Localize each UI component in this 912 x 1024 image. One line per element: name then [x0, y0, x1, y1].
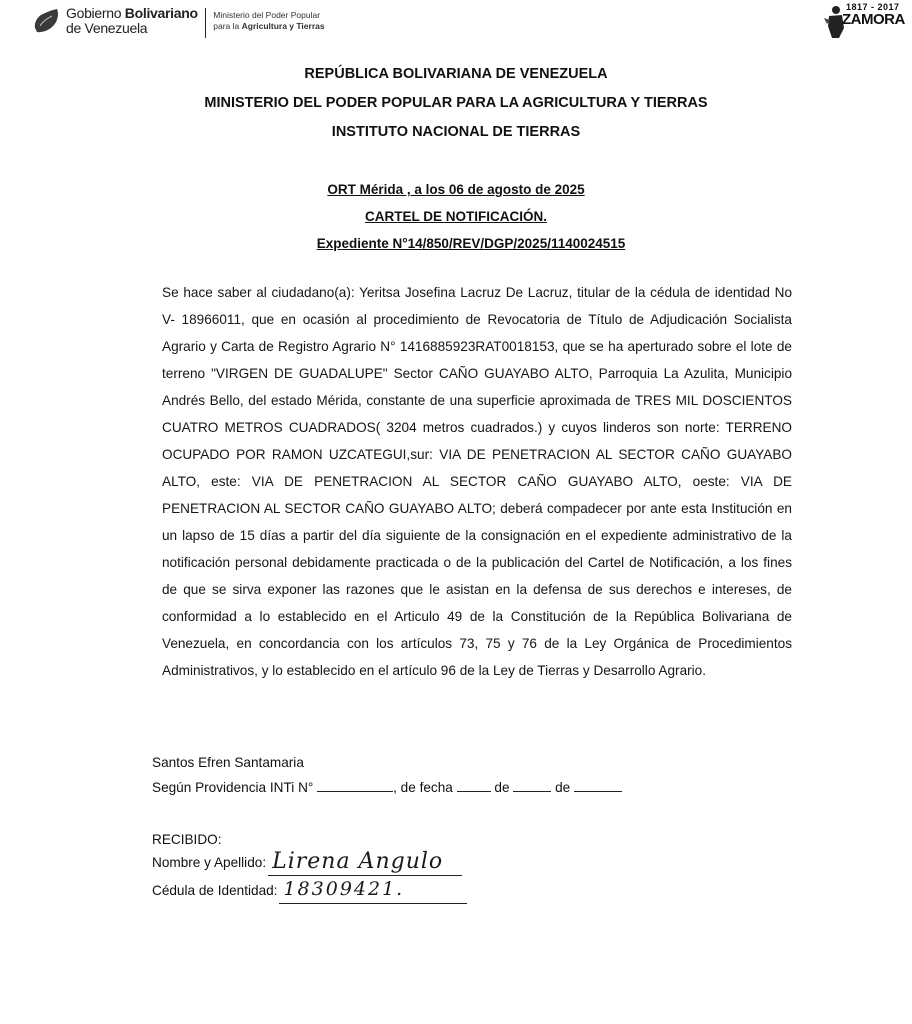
zamora-logo — [820, 2, 905, 42]
id-label: Cédula de Identidad: — [152, 883, 278, 898]
name-line — [268, 849, 462, 876]
government-logo — [32, 6, 325, 38]
ministry-line2-bold: Agricultura y Tierras — [241, 21, 325, 31]
title-ministry: MINISTERIO DEL PODER POPULAR PARA LA AGRICULTURA Y TIERRAS — [204, 95, 708, 111]
expediente-number: Expediente N°14/850/REV/DGP/2025/1140024515 — [316, 236, 626, 251]
ministry-name — [213, 10, 324, 32]
venezuela-map-emblem-icon — [32, 6, 62, 36]
de-label-2: de — [555, 780, 571, 795]
title-institute: INSTITUTO NACIONAL DE TIERRAS — [331, 124, 581, 140]
ministry-line2-normal: para la — [213, 21, 242, 31]
signer-name: Santos Efren Santamaria — [152, 755, 304, 770]
providencia-line — [152, 774, 622, 801]
fecha-label: , de fecha — [393, 780, 453, 795]
notice-paragraph: Se hace saber al ciudadano(a): Yeritsa Josefina Lacruz De Lacruz, titular de la cédula de identidad No V- 18966011, que en ocasión al procedimiento de Revocatoria de Título de Adjudicación Socialista Agrario y Carta de Registro Agrario N° 1416885923RAT0018153, que se ha aperturado sobre el lote de terreno "VIRGEN DE GUADALUPE" Sector CAÑO GUAYABO ALTO, Parroquia La Azulita, Municipio Andrés Bello, del estado Mérida, constante de una superficie aproximada de TRES MIL DOSCIENTOS CUATRO METROS CUADRADOS( 3204 metros cuadrados.) y cuyos linderos son norte: TERRENO OCUPADO POR RAMON UZCATEGUI,sur: VIA DE PENETRACION AL SECTOR CAÑO GUAYABO ALTO, este: VIA DE PENETRACION AL SECTOR CAÑO GUAYABO ALTO, oeste: VIA DE PENETRACION AL SECTOR CAÑO GUAYABO ALTO; deberá compadecer por ante esta Institución en un lapso de 15 días a partir del día siguiente de la consignación en el expediente administrativo de la notificación personal debidamente practicada o de la publicación del Cartel de Notificación, a los fines de que se sirva exponer las razones que le asistan en la defensa de sus derechos e intereses, de conformidad a lo establecido en el Articulo 49 de la Constitución de la República Bolivariana de Venezuela, en concordancia con los artículos 73, 75 y 76 de la Ley Orgánica de Procedimientos Administrativos, y lo establecido en el artículo 96 de la Ley de Tierras y Desarrollo Agrario. — [162, 285, 792, 678]
logo-divider — [205, 8, 207, 38]
notice-headings — [0, 176, 912, 257]
name-label: Nombre y Apellido: — [152, 855, 267, 870]
handwritten-name: Lirena Angulo — [272, 849, 444, 874]
year-blank — [574, 777, 622, 792]
ministry-line1: Ministerio del Poder Popular — [213, 10, 321, 20]
title-republic: REPÚBLICA BOLIVARIANA DE VENEZUELA — [304, 66, 608, 82]
institution-titles — [0, 60, 912, 147]
gov-line1-bold: Bolivariano — [124, 5, 198, 21]
gov-line1-normal: Gobierno — [66, 5, 125, 21]
recipient-name-row — [152, 849, 462, 876]
zamora-years: 1817 - 2017 — [846, 2, 900, 12]
notice-heading: CARTEL DE NOTIFICACIÓN. — [365, 209, 547, 224]
gov-line2: de Venezuela — [66, 20, 148, 36]
government-name — [66, 6, 198, 36]
de-label-1: de — [494, 780, 510, 795]
month-blank — [513, 777, 551, 792]
handwritten-id: 18309421. — [283, 878, 405, 900]
zamora-word: ZAMORA — [842, 11, 905, 28]
place-date: ORT Mérida , a los 06 de agosto de 2025 — [327, 182, 585, 197]
id-line — [279, 878, 467, 904]
providencia-number-blank — [317, 777, 393, 792]
received-label: RECIBIDO: — [152, 832, 222, 847]
recipient-id-row — [152, 877, 467, 904]
providencia-label: Según Providencia INTi N° — [152, 780, 314, 795]
notice-body — [152, 279, 792, 684]
day-blank — [457, 777, 491, 792]
